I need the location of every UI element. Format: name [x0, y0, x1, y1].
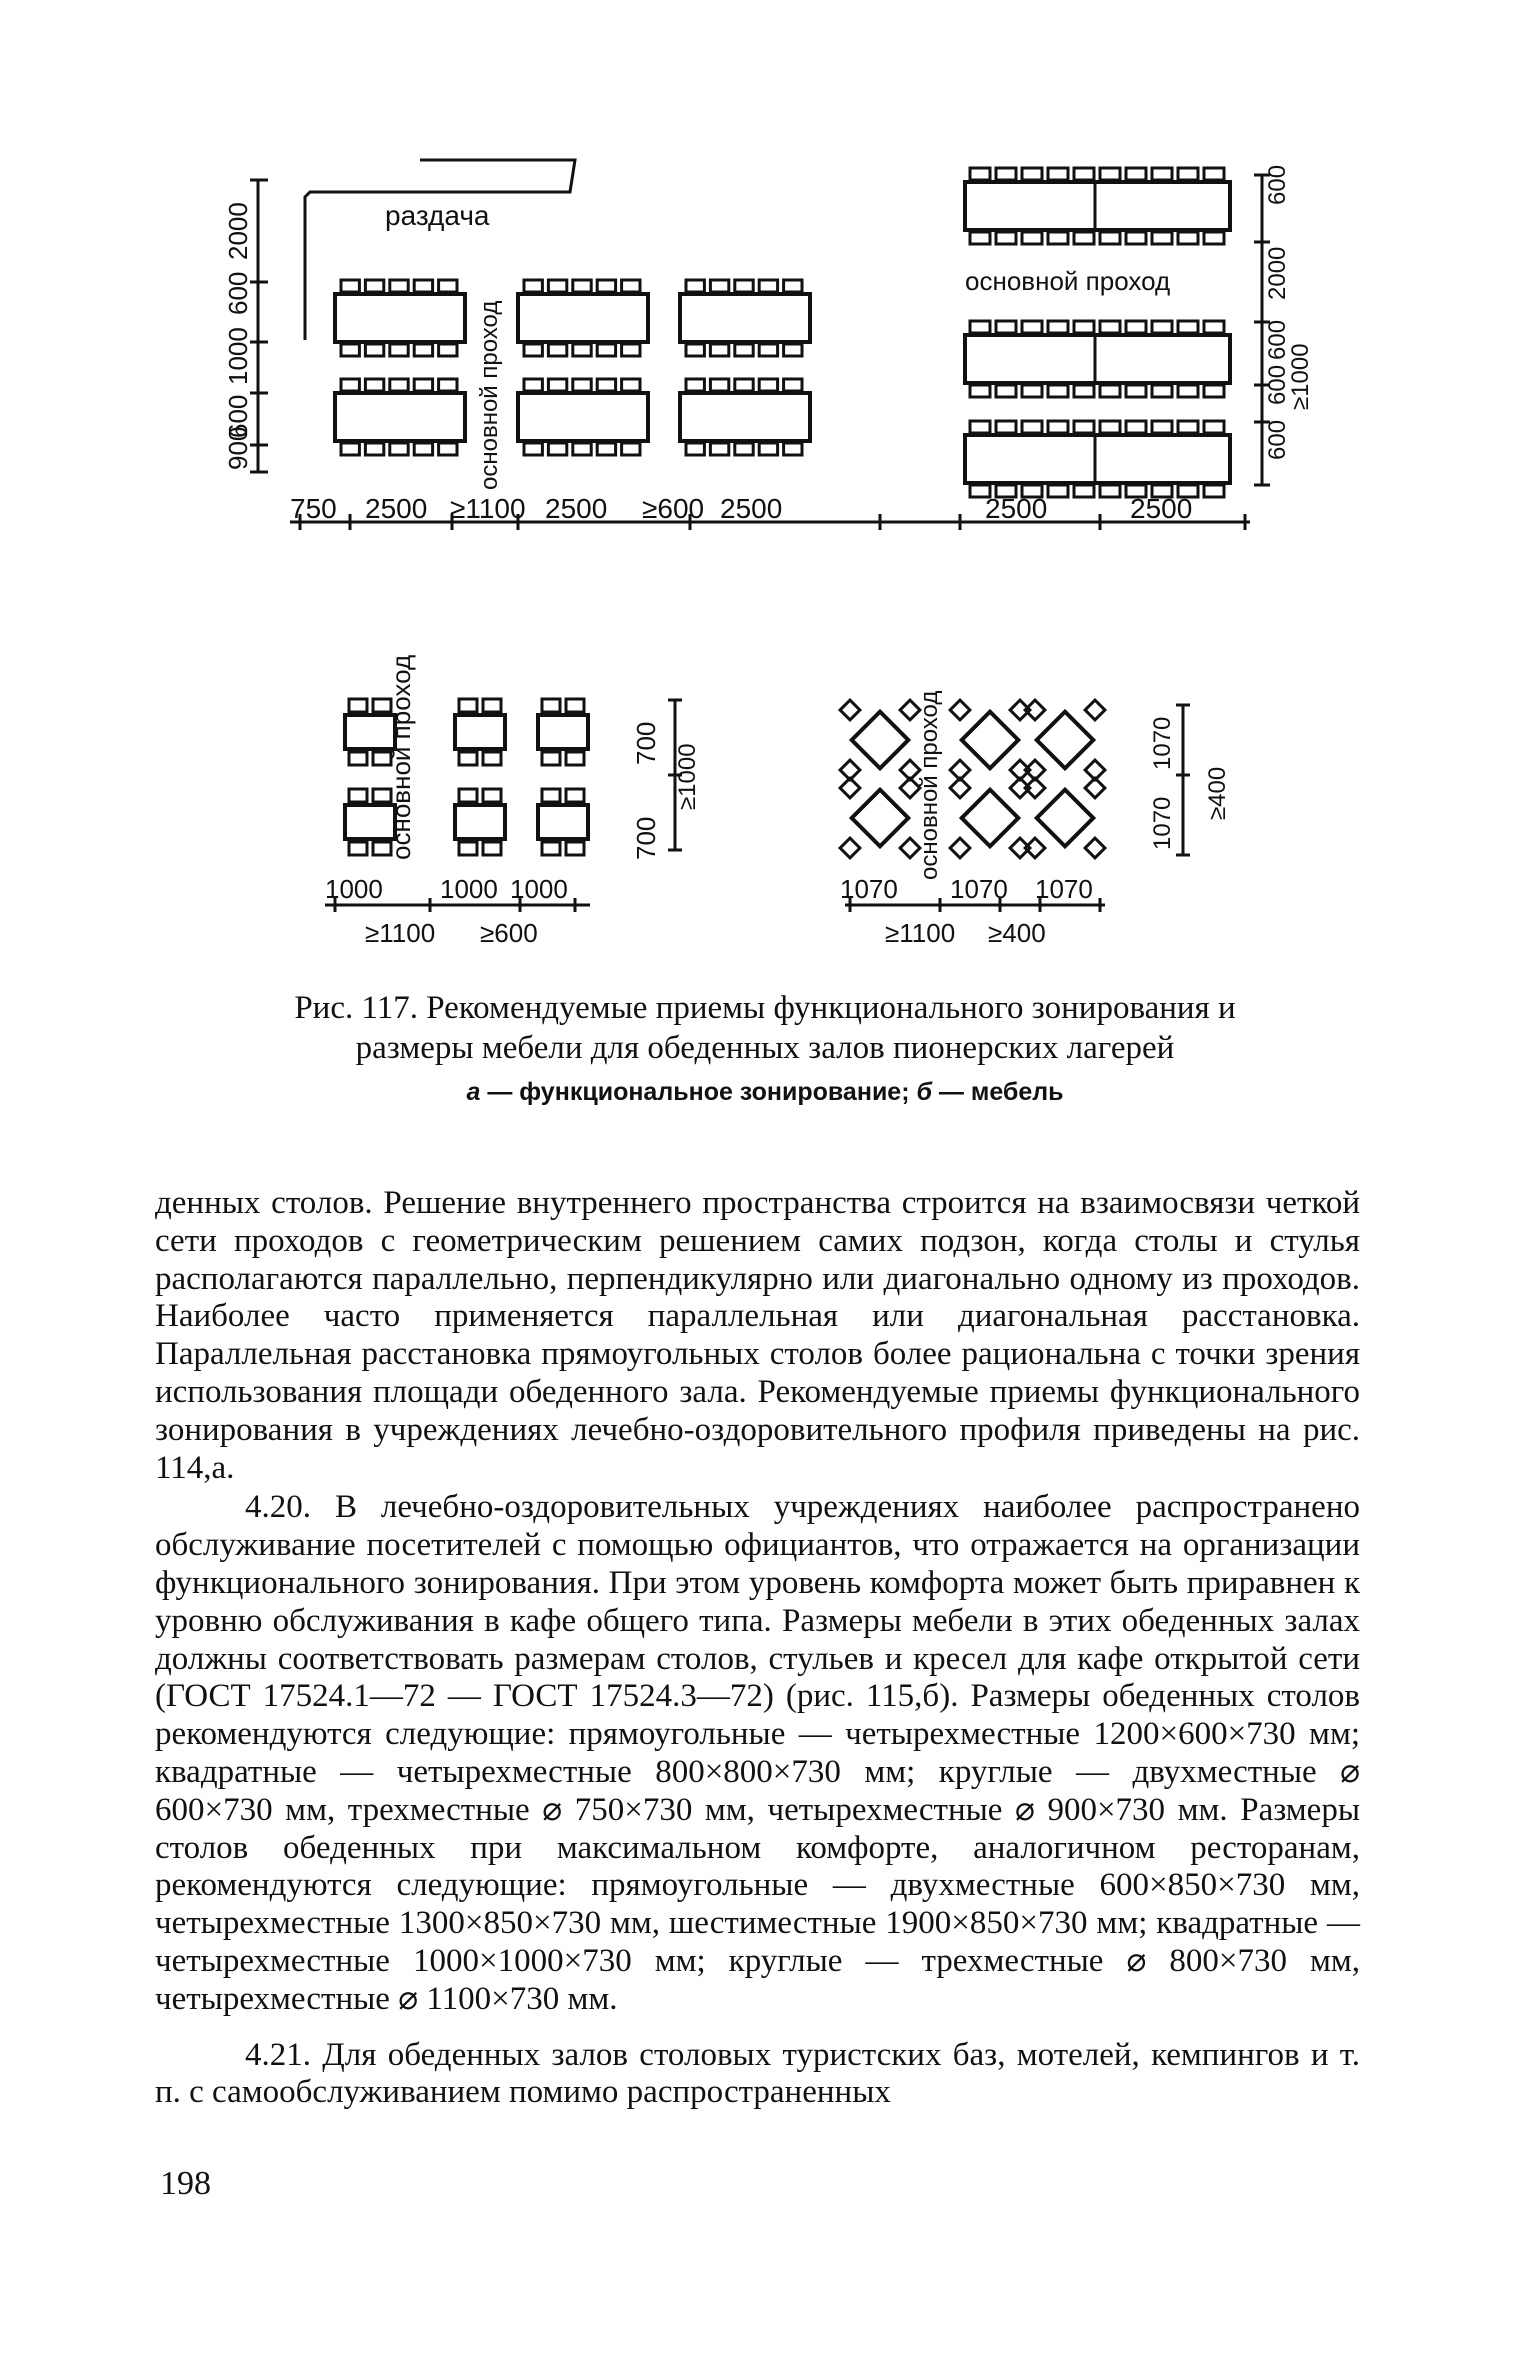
chair — [439, 443, 457, 455]
chair — [1126, 168, 1146, 180]
chair — [735, 280, 753, 292]
chair — [686, 344, 704, 356]
chair — [1204, 385, 1224, 397]
chair — [524, 280, 542, 292]
chair — [566, 752, 584, 765]
dim-label: 600 — [223, 271, 253, 315]
chair — [548, 379, 566, 391]
chair — [1100, 168, 1120, 180]
chair — [1022, 421, 1042, 433]
chair — [390, 379, 408, 391]
chair — [1074, 485, 1094, 497]
dim-label: ≥1000 — [1287, 343, 1314, 410]
chair — [1022, 321, 1042, 333]
chair — [439, 344, 457, 356]
chair — [1074, 168, 1094, 180]
figure-117 — [0, 0, 1535, 960]
chair — [597, 379, 615, 391]
chair — [1126, 321, 1146, 333]
aisle-label-b1: основной проход — [386, 654, 416, 860]
dim-label: 900 — [223, 426, 253, 470]
chair — [524, 443, 542, 455]
chair — [970, 385, 990, 397]
chair — [459, 752, 477, 765]
chair — [566, 842, 584, 855]
aisle-label-b2: основной проход — [916, 690, 943, 880]
chair — [784, 280, 802, 292]
chair — [1204, 485, 1224, 497]
chair — [1022, 385, 1042, 397]
chair — [996, 321, 1016, 333]
chair — [1204, 321, 1224, 333]
dim-label: 1070 — [1149, 796, 1176, 850]
chair — [542, 699, 560, 712]
chair — [996, 421, 1016, 433]
legend-a-text: — функциональное зонирование; — [480, 1078, 917, 1106]
chair — [1178, 232, 1198, 244]
dim-label: ≥1100 — [450, 493, 526, 524]
dim-label: ≥1000 — [674, 743, 701, 810]
chair — [349, 699, 367, 712]
chair — [1048, 385, 1068, 397]
chair — [1152, 168, 1172, 180]
chair — [341, 280, 359, 292]
dim-label: 1000 — [510, 874, 568, 904]
serving-label: раздача — [385, 200, 490, 231]
table — [680, 393, 810, 441]
chair — [735, 379, 753, 391]
chair — [1048, 485, 1068, 497]
chair — [1204, 421, 1224, 433]
chair — [1178, 421, 1198, 433]
dim-label: 2000 — [1264, 246, 1291, 300]
dim-label: 1070 — [840, 874, 898, 904]
chair — [1074, 385, 1094, 397]
chair — [459, 789, 477, 802]
dim-label: 600 — [1264, 164, 1291, 205]
dim-label: ≥600 — [480, 918, 538, 948]
chair — [597, 443, 615, 455]
dim-label: 600 — [223, 394, 253, 438]
chair — [784, 379, 802, 391]
chair — [759, 280, 777, 292]
chair — [483, 789, 501, 802]
dim-label: 600 — [1264, 319, 1291, 360]
table — [518, 393, 648, 441]
chair — [341, 379, 359, 391]
chair — [996, 385, 1016, 397]
chair — [573, 280, 591, 292]
chair — [459, 699, 477, 712]
chair — [622, 379, 640, 391]
chair — [1152, 385, 1172, 397]
chair — [1085, 838, 1105, 858]
chair — [759, 443, 777, 455]
chair — [439, 280, 457, 292]
chair — [548, 280, 566, 292]
chair — [414, 280, 432, 292]
chair — [573, 443, 591, 455]
diagonal-table — [962, 790, 1019, 847]
chair — [341, 443, 359, 455]
chair — [1204, 168, 1224, 180]
chair — [365, 280, 383, 292]
dim-label: ≥600 — [642, 493, 705, 524]
chair — [710, 443, 728, 455]
chair — [414, 344, 432, 356]
chair — [483, 842, 501, 855]
chair — [840, 838, 860, 858]
chair — [524, 379, 542, 391]
chair — [390, 280, 408, 292]
diagonal-table — [852, 790, 909, 847]
chair — [548, 344, 566, 356]
chair — [542, 789, 560, 802]
chair — [622, 443, 640, 455]
chair — [622, 344, 640, 356]
chair — [970, 421, 990, 433]
dim-label: 1000 — [440, 874, 498, 904]
chair — [390, 443, 408, 455]
chair — [483, 699, 501, 712]
aisle-label-a: основной проход — [476, 300, 503, 490]
chair — [1152, 321, 1172, 333]
chair — [1152, 232, 1172, 244]
chair — [1048, 321, 1068, 333]
dim-label: 2500 — [1130, 493, 1193, 524]
dim-label: 2500 — [545, 493, 608, 524]
chair — [1100, 321, 1120, 333]
dim-label: 2500 — [985, 493, 1048, 524]
dim-label: 700 — [631, 816, 661, 860]
figure-caption — [150, 988, 1380, 1068]
chair — [1100, 485, 1120, 497]
chair — [970, 321, 990, 333]
figure-labels — [223, 165, 1314, 948]
diagonal-table — [1037, 712, 1094, 769]
chair — [1204, 232, 1224, 244]
chair — [566, 789, 584, 802]
legend-b-text: — мебель — [931, 1078, 1064, 1106]
paragraph-4-21: 4.21. Для обеденных залов столовых туристских баз, мотелей, кемпингов и т. п. с самообслуживанием помимо распространенных — [155, 2036, 1360, 2111]
chair — [686, 443, 704, 455]
table — [335, 393, 465, 441]
table — [335, 294, 465, 342]
paragraph-4-20: 4.20. В лечебно-оздоровительных учреждениях наиболее распространено обслуживание посетителей с помощью официантов, что отражается на организации функционального зонирования. При этом уровень комфорта может быть приравнен к уровню обслуживания в кафе общего типа. Размеры мебели в этих обеденных залах должны соответствовать размерам столов, стульев и кресел для кафе открытой сети (ГОСТ 17524.1—72 — ГОСТ 17524.3—72) (рис. 115,б). Размеры обеденных столов рекомендуются следующие: прямоугольные — четырехместные 1200×600×730 мм; квадратные — четырехместные 800×800×730 мм; круглые — двухместные ⌀ 600×730 мм, трехместные ⌀ 750×730 мм, четырехместные ⌀ 900×730 мм. Размеры столов обеденных при максимальном комфорте, аналогичном ресторанам, рекомендуются следующие: прямоугольные — двухместные 600×850×730 мм, четырехместные 1300×850×730 мм, шестиместные 1900×850×730 мм; квадратные — четырехместные 1000×1000×730 мм; круглые — трехместные ⌀ 800×730 мм, четырехместные ⌀ 1100×730 мм. — [155, 1489, 1360, 2017]
body-text — [155, 1185, 1360, 2112]
chair — [597, 280, 615, 292]
table-long — [965, 435, 1230, 483]
chair — [1178, 321, 1198, 333]
dim-label: ≥1100 — [885, 918, 956, 948]
dim-label: ≥400 — [1204, 766, 1231, 820]
chair — [349, 789, 367, 802]
chair — [970, 232, 990, 244]
chair — [686, 280, 704, 292]
chair — [1074, 232, 1094, 244]
chair — [542, 842, 560, 855]
chair — [542, 752, 560, 765]
dim-label: 2500 — [365, 493, 428, 524]
caption-line-2: размеры мебели для обеденных залов пионерских лагерей — [355, 1030, 1175, 1066]
chair — [1100, 232, 1120, 244]
table-long — [965, 182, 1230, 230]
chair — [365, 379, 383, 391]
chair — [950, 700, 970, 720]
chair — [341, 344, 359, 356]
chair — [1178, 168, 1198, 180]
dim-label: 600 — [1264, 419, 1291, 460]
chair — [390, 344, 408, 356]
chair — [1048, 168, 1068, 180]
chair — [365, 344, 383, 356]
chair — [1074, 321, 1094, 333]
chair — [686, 379, 704, 391]
dim-label: 2500 — [720, 493, 783, 524]
dim-label: 1000 — [223, 327, 253, 385]
page-number: 198 — [160, 2165, 211, 2202]
chair — [524, 344, 542, 356]
dim-label: ≥400 — [988, 918, 1046, 948]
diagonal-table — [962, 712, 1019, 769]
chair — [970, 168, 990, 180]
chair — [349, 752, 367, 765]
chair — [573, 344, 591, 356]
chair — [735, 344, 753, 356]
dim-label: 1070 — [1149, 716, 1176, 770]
chair — [759, 379, 777, 391]
chair — [1048, 421, 1068, 433]
caption-line-1: Рис. 117. Рекомендуемые приемы функционального зонирования и — [294, 990, 1236, 1026]
diagonal-table — [1037, 790, 1094, 847]
legend-b-letter: б — [916, 1078, 932, 1106]
chair — [1126, 385, 1146, 397]
chair — [950, 838, 970, 858]
table-long — [965, 335, 1230, 383]
chair — [1022, 168, 1042, 180]
chair — [414, 443, 432, 455]
chair — [483, 752, 501, 765]
chair — [1126, 421, 1146, 433]
chair — [597, 344, 615, 356]
chair — [1100, 385, 1120, 397]
dim-label: 600 — [1264, 364, 1291, 405]
chair — [622, 280, 640, 292]
chair — [1126, 232, 1146, 244]
dim-label: 1070 — [950, 874, 1008, 904]
diagonal-table — [852, 712, 909, 769]
chair — [566, 699, 584, 712]
dim-label: 1070 — [1035, 874, 1093, 904]
chair — [439, 379, 457, 391]
dim-label: 700 — [631, 721, 661, 765]
serving-counter-outline — [305, 160, 575, 340]
chair — [1178, 385, 1198, 397]
small-table — [538, 715, 588, 749]
chair — [459, 842, 477, 855]
chair — [784, 344, 802, 356]
legend-a-letter: а — [466, 1078, 481, 1106]
chair — [996, 232, 1016, 244]
chair — [365, 443, 383, 455]
small-table — [455, 805, 505, 839]
chair — [1048, 232, 1068, 244]
dim-label: 750 — [290, 493, 337, 524]
table — [680, 294, 810, 342]
chair — [349, 842, 367, 855]
chair — [414, 379, 432, 391]
chair — [996, 168, 1016, 180]
chair — [759, 344, 777, 356]
chair — [784, 443, 802, 455]
small-table — [455, 715, 505, 749]
aisle-label-a-right: основной проход — [965, 266, 1171, 296]
small-table — [538, 805, 588, 839]
chair — [710, 280, 728, 292]
chair — [1100, 421, 1120, 433]
table — [518, 294, 648, 342]
chair — [840, 700, 860, 720]
paragraph-continuation: денных столов. Решение внутреннего пространства строится на взаимосвязи четкой сети проходов с геометрическим решением самих подзон, когда столы и стулья располагаются параллельно, перпендикулярно или диагонально одному из проходов. Наиболее часто применяется параллельная или диагональная расстановка. Параллельная расстановка прямоугольных столов более рациональна с точки зрения использования площади обеденного зала. Рекомендуемые приемы функционального зонирования в учреждениях лечебно-оздоровительного профиля приведены на рис. 114,а. — [155, 1185, 1360, 1486]
chair — [1152, 421, 1172, 433]
chair — [1022, 232, 1042, 244]
figure-legend — [150, 1078, 1380, 1107]
chair — [1074, 421, 1094, 433]
dim-label: 1000 — [325, 874, 383, 904]
chair — [548, 443, 566, 455]
chair — [710, 379, 728, 391]
chair — [710, 344, 728, 356]
dim-label: 2000 — [223, 202, 253, 260]
dim-label: ≥1100 — [365, 918, 436, 948]
chair — [735, 443, 753, 455]
chair — [573, 379, 591, 391]
chair — [1085, 700, 1105, 720]
